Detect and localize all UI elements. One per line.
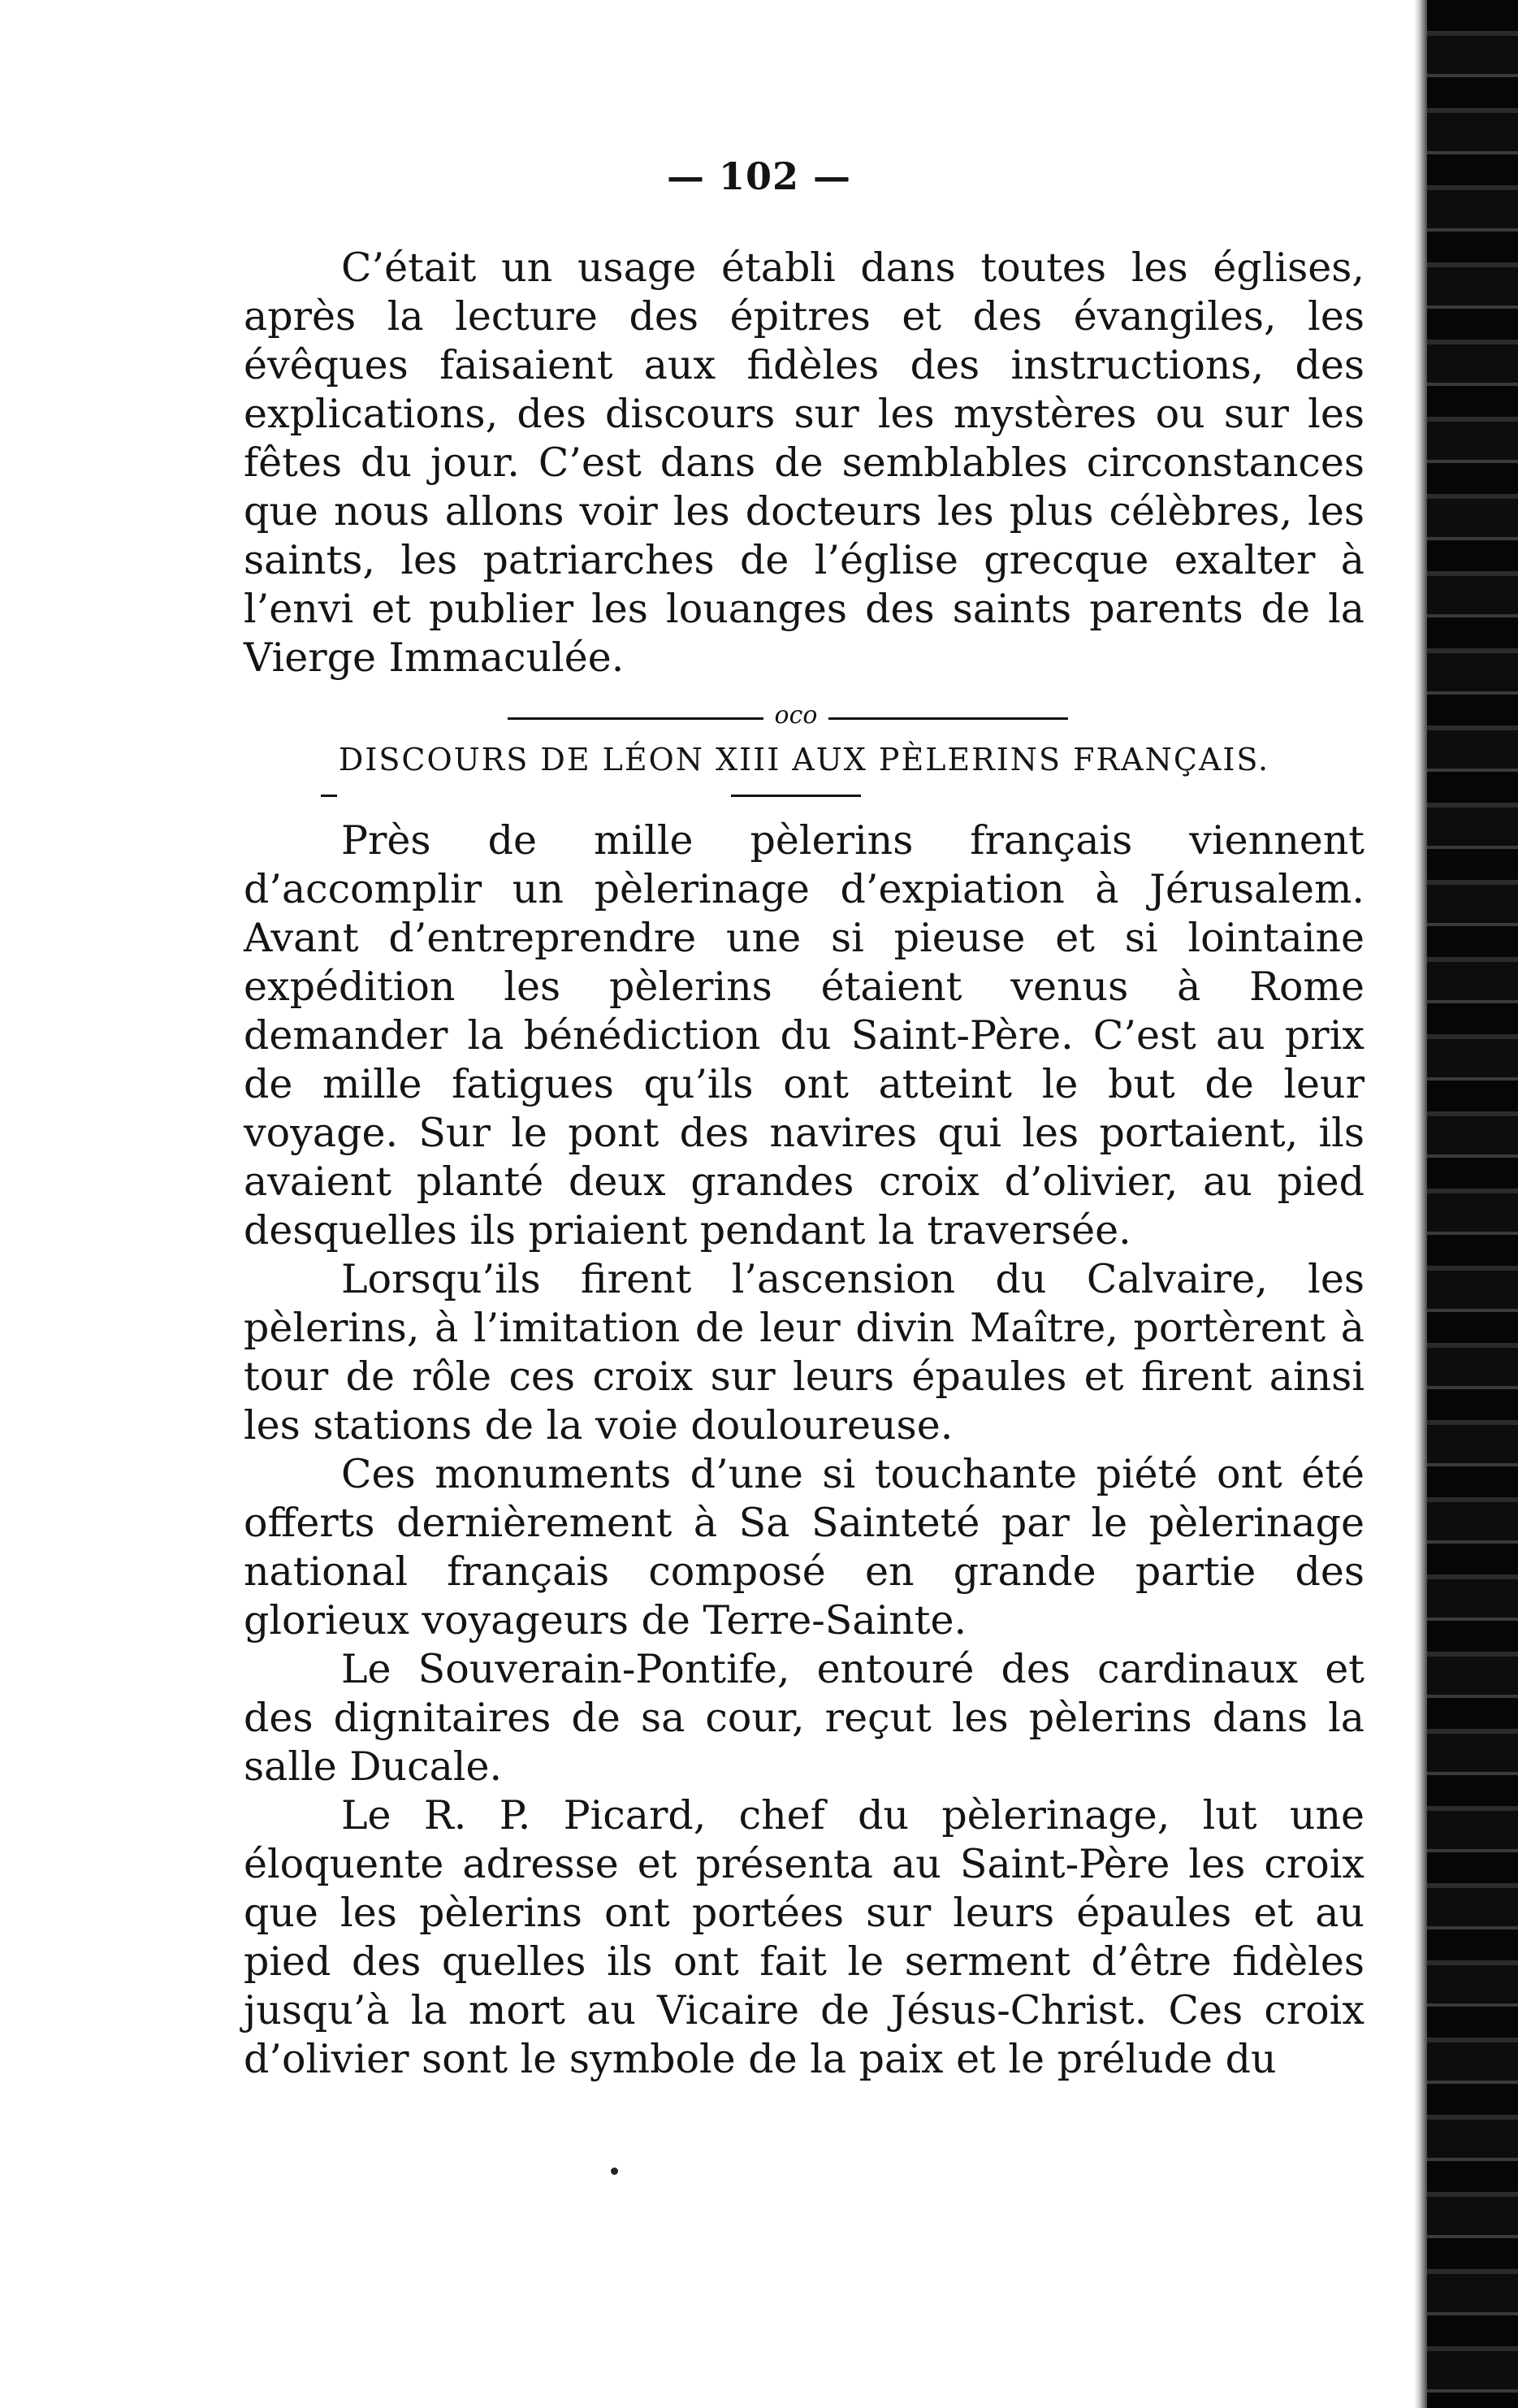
ink-speck [611,2168,618,2175]
paragraph-1: Près de mille pèlerins français viennent d’accomplir un pèlerinage d’expiation à Jérusalem. Avant d’entreprendre une si pieuse et si lointaine expédition les pèlerins étaient venus à Rome demander la bénédiction du Saint-Père. C’est au prix de mille fatigues qu’ils ont atteint le but de leur voyage. Sur le pont des navires qui les portaient, ils avaient planté deux grandes croix d’olivier, au pied desquelles ils priaient pendant la traversée. [244,817,1364,1254]
paragraph-5: Le R. P. Picard, chef du pèlerinage, lut une éloquente adresse et présenta au Saint-Père les croix que les pèlerins ont portées sur leurs épaules et au pied des quelles ils ont fait le serment d’être fidèles jusqu’à la mort au Vicaire de Jésus-Christ. Ces croix d’olivier sont le symbole de la paix et le prélude du [244,1792,1364,2082]
page-number: — 102 — [666,154,852,198]
separator-rule-left [508,717,763,720]
paragraph-3: Ces monuments d’une si touchante piété ont été offerts dernièrement à Sa Sainteté par le pèlerinage national français composé en grande partie des glorieux voyageurs de Terre-Sainte. [244,1451,1364,1644]
intro-text [244,244,1364,682]
paragraph-2: Lorsqu’ils firent l’ascension du Calvaire, les pèlerins, à l’imitation de leur divin Maître, portèrent à tour de rôle ces croix sur leurs épaules et firent ainsi les stations de la voie douloureuse. [244,1256,1364,1449]
paragraph-4: Le Souverain-Pontife, entouré des cardinaux et des dignitaires de sa cour, reçut les pèlerins dans la salle Ducale. [244,1646,1364,1790]
separator-ornament: oco [774,701,818,730]
page-gutter-shadow [1414,0,1427,2408]
heading-underline-mark [321,795,337,797]
discourse-text [244,816,1364,2084]
separator-rule-right [828,717,1068,720]
section-heading: DISCOURS DE LÉON XIII AUX PÈLERINS FRANÇAIS. [338,742,1270,777]
intro-paragraph: C’était un usage établi dans toutes les églises, après la lecture des épitres et des évangiles, les évêques faisaient aux fidèles des instructions, des explications, des discours sur les mystères ou sur les fêtes du jour. C’est dans de semblables circonstances que nous allons voir les docteurs les plus célèbres, les saints, les patriarches de l’église grecque exalter à l’envi et publier les louanges des saints parents de la Vierge Immaculée. [244,245,1364,681]
book-binding-edge [1427,0,1518,2408]
section-separator [508,701,1068,730]
heading-underline-rule [731,795,861,797]
